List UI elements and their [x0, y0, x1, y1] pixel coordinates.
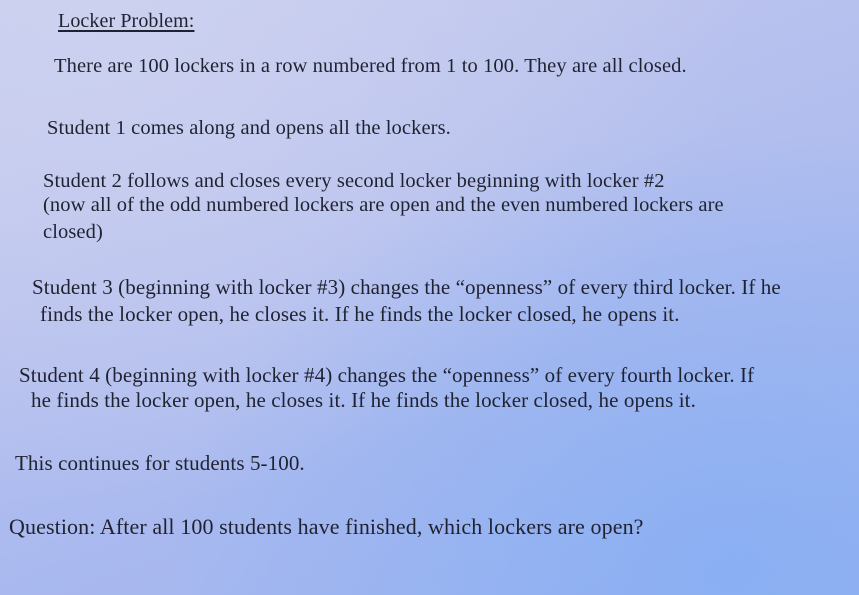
question-text: Question: After all 100 students have finished, which lockers are open?	[9, 514, 644, 539]
paragraph-student-4-line-2: he finds the locker open, he closes it. If he finds the locker closed, he opens it.	[31, 388, 696, 412]
paragraph-student-3-line-2: finds the locker open, he closes it. If he finds the locker closed, he opens it.	[40, 302, 680, 326]
paragraph-student-1: Student 1 comes along and opens all the lockers.	[47, 117, 451, 139]
paragraph-student-3-line-1: Student 3 (beginning with locker #3) changes the “openness” of every third locker. If he	[32, 275, 781, 299]
paragraph-student-4-line-1: Student 4 (beginning with locker #4) changes the “openness” of every fourth locker. If	[19, 363, 755, 387]
paragraph-lockers-intro: There are 100 lockers in a row numbered from 1 to 100. They are all closed.	[54, 55, 687, 77]
paragraph-student-2-line-2: (now all of the odd numbered lockers are open and the even numbered lockers are	[43, 194, 724, 216]
paragraph-student-2-line-1: Student 2 follows and closes every second locker beginning with locker #2	[43, 170, 665, 192]
paragraph-continues: This continues for students 5-100.	[15, 451, 305, 475]
paragraph-student-2-line-3: closed)	[43, 221, 103, 243]
document-title: Locker Problem:	[58, 10, 195, 32]
